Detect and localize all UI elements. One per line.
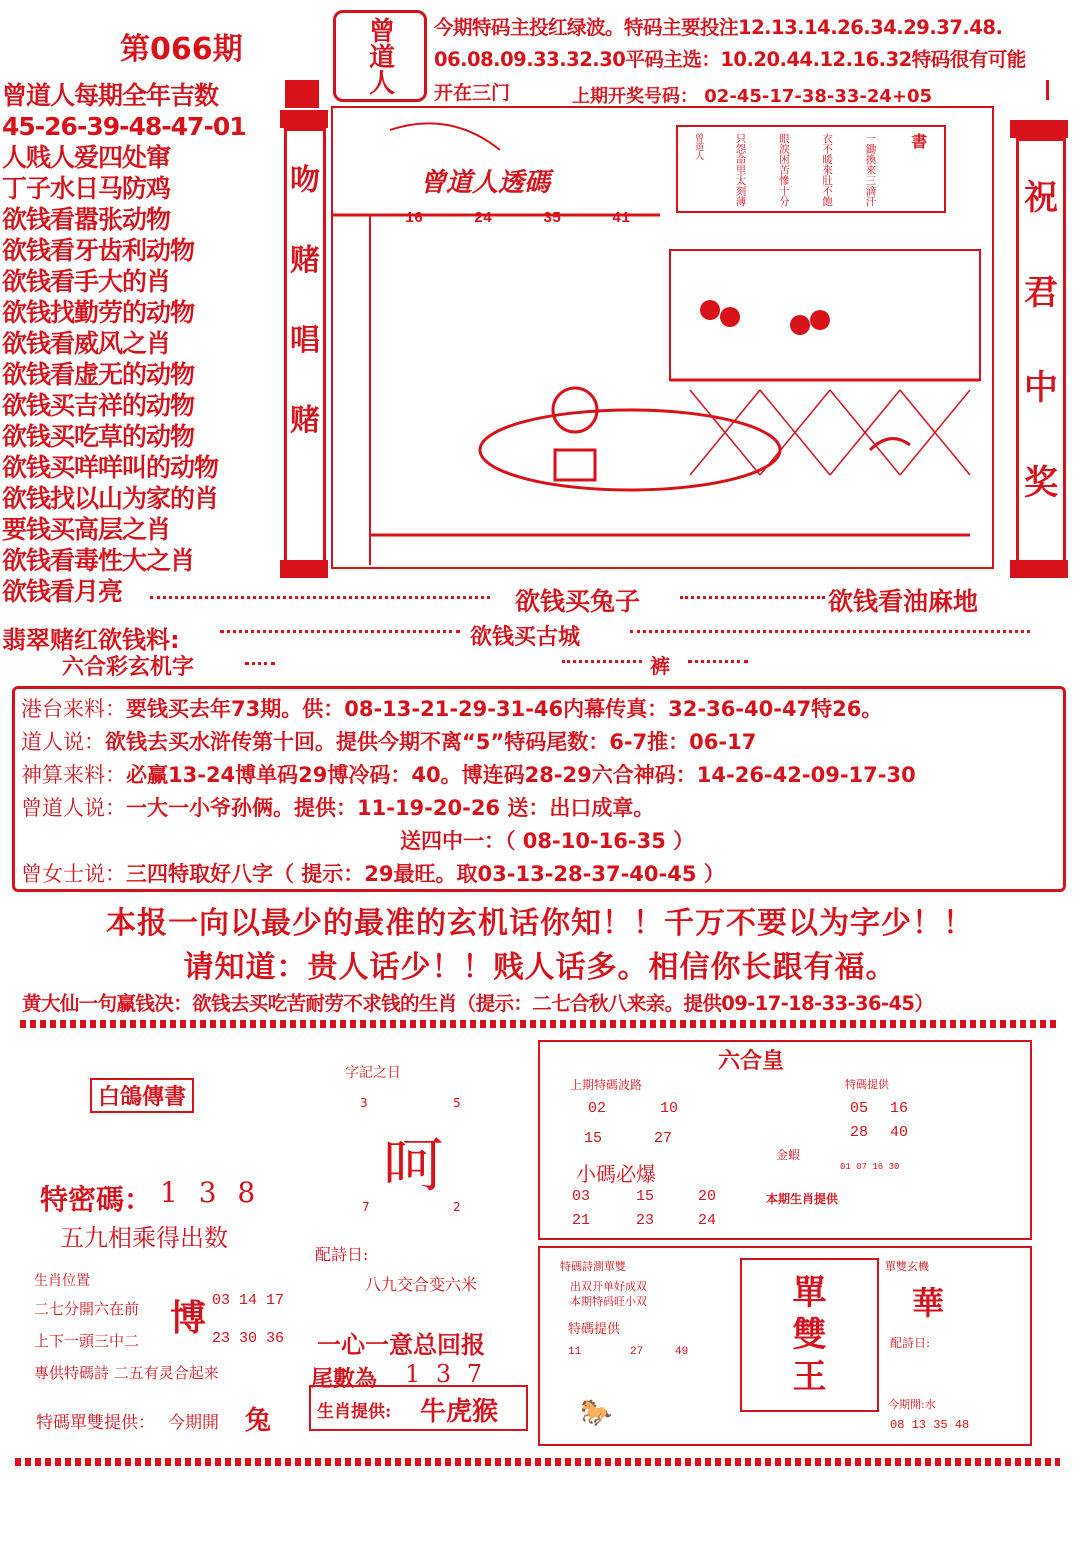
issue-number: 第066期 xyxy=(120,32,243,67)
book-board xyxy=(676,125,946,213)
huang-tip: 黄大仙一句赢钱决：欲钱去买吃苦耐劳不求钱的生肖（提示：二七合秋八来亲。提供09-17-18-33-36-45） xyxy=(22,992,934,1015)
book-line: 衣不暖來肚不飽 xyxy=(821,133,834,207)
picture-num: 16 xyxy=(405,210,424,227)
left-list-item: 45-26-39-48-47-01 xyxy=(2,112,246,141)
dotted-line xyxy=(150,596,490,599)
info-text: 要钱买去年73期。供：08-13-21-29-31-46内幕传真：32-36-40-47特26。 xyxy=(126,697,883,721)
bottom-divider xyxy=(15,1458,1060,1466)
right-scroll-bottom-cap xyxy=(1010,560,1068,578)
info-row xyxy=(15,825,1063,858)
info-row xyxy=(15,693,1063,726)
middle-num: 5 xyxy=(453,1096,461,1110)
right-scroll-char-1: 祝 xyxy=(1024,178,1058,218)
dotted-line xyxy=(630,630,1030,633)
left-list-item: 欲钱找勤劳的动物 xyxy=(2,298,195,327)
wave-num: 10 xyxy=(660,1100,679,1117)
zodiac-label: 生肖提供: xyxy=(317,1402,392,1422)
dsw-char: 雙 xyxy=(792,1315,827,1355)
special-num: 16 xyxy=(890,1100,909,1117)
left-list-item: 欲钱买咩咩叫的动物 xyxy=(2,453,219,482)
info-row xyxy=(15,858,1063,891)
info-text: 一大一小爷孙俩。提供：11-19-20-26 送：出口成章。 xyxy=(126,796,655,820)
dsw-char: 單 xyxy=(792,1273,827,1313)
special-poem: 專供特碼詩 二五有灵合起来 xyxy=(34,1364,219,1382)
horse-icon: 🐎 xyxy=(580,1398,613,1428)
special-hint: 五九相乘得出数 xyxy=(60,1224,228,1252)
right-scroll-char-2: 君 xyxy=(1024,273,1058,313)
prediction-panel xyxy=(538,1246,1032,1446)
right-scroll-top-cap xyxy=(1010,120,1068,138)
header-marker xyxy=(285,80,319,108)
left-scroll-top-cap xyxy=(280,110,328,128)
info-row xyxy=(15,759,1063,792)
tail-label: 尾數為 xyxy=(311,1366,378,1392)
left-list-item: 欲钱看威风之肖 xyxy=(2,329,171,358)
seal-logo xyxy=(333,10,427,102)
header-line-2: 06.08.09.33.32.30平码主选：10.20.44.12.16.32特码很有可能 xyxy=(434,48,1026,71)
book-label: 書 xyxy=(908,133,928,149)
left-list-item: 欲钱看嚣张动物 xyxy=(2,205,171,234)
pigeon-title: 白鴿傳書 xyxy=(90,1078,194,1113)
info-label: 曾女士说： xyxy=(21,862,126,886)
book-line: 曾道人 xyxy=(693,133,704,160)
left-list-item: 欲钱看手大的肖 xyxy=(2,267,171,296)
dotted-line xyxy=(688,660,748,663)
jade-label: 翡翠赌红欲钱料: xyxy=(2,626,180,654)
right-scroll xyxy=(1016,138,1066,574)
special-numbers: 1 3 8 xyxy=(160,1176,262,1209)
right-scroll-char-4: 奖 xyxy=(1024,463,1058,503)
dotted-line xyxy=(220,630,460,633)
right-scroll-char-3: 中 xyxy=(1024,368,1058,408)
left-scroll-bottom-cap xyxy=(280,560,328,578)
right-kai: 今期開:水 xyxy=(888,1398,936,1411)
xiao-label: 小碼必爆 xyxy=(576,1162,656,1186)
info-label: 神算来料： xyxy=(21,763,126,787)
left-scroll-char-3: 唱 xyxy=(290,323,320,358)
single-answer: 兔 xyxy=(245,1406,272,1436)
position-line-2: 上下一頭三中二 xyxy=(34,1332,140,1350)
wave-num: 27 xyxy=(654,1130,673,1147)
xiao-num: 23 xyxy=(636,1212,655,1229)
te-num: 11 xyxy=(568,1346,582,1358)
te-label: 特碼提供 xyxy=(568,1322,621,1337)
last-draw-numbers: 02-45-17-38-33-24+05 xyxy=(704,86,933,107)
picture-num: 24 xyxy=(474,210,493,227)
info-label: 道人说： xyxy=(21,730,105,754)
xiao-num: 20 xyxy=(698,1188,717,1205)
middle-num: 3 xyxy=(360,1096,368,1110)
position-label: 生肖位置 xyxy=(34,1273,90,1289)
liuhe-answer: 裤 xyxy=(650,654,670,678)
single-value: 今期開 xyxy=(168,1413,219,1433)
pigeon-panel xyxy=(20,1040,300,1440)
right-big-char: 華 xyxy=(912,1284,945,1322)
bo-char: 博 xyxy=(170,1297,207,1339)
info-text: 三四特取好八字（ 提示：29最旺。取03-13-28-37-40-45 ） xyxy=(126,862,725,886)
left-scroll-char-2: 赌 xyxy=(290,243,320,278)
left-list-item: 欲钱看毒性大之肖 xyxy=(2,546,195,575)
special-num: 40 xyxy=(890,1124,909,1141)
book-line: 眼淚困苦慘十分 xyxy=(777,133,790,207)
left-list-item: 要钱买高层之肖 xyxy=(2,515,171,544)
xiao-num: 15 xyxy=(636,1188,655,1205)
tail-numbers: 1 3 7 xyxy=(405,1360,487,1388)
prediction-line: 本期特码旺小双 xyxy=(570,1295,647,1308)
zodiac-provide-label: 本期生肖提供 xyxy=(766,1192,839,1206)
zodiac-answer: 牛虎猴 xyxy=(420,1397,499,1427)
middle-poem: 八九交合变六米 xyxy=(365,1275,478,1294)
left-list-item: 丁子水日马防鸡 xyxy=(2,174,171,203)
left-list-item: 曾道人每期全年吉数 xyxy=(2,81,219,110)
slogan-2: 请知道：贵人话少！！贱人话多。相信你长跟有福。 xyxy=(183,950,897,985)
last-wave-label: 上期特碼波路 xyxy=(570,1078,643,1092)
right-label: 單雙玄機 xyxy=(885,1260,929,1273)
liuhehuang-panel xyxy=(538,1040,1032,1240)
liuhe-label: 六合彩玄机字 xyxy=(62,655,195,680)
last-draw-label: 上期开奖号码： xyxy=(572,86,698,107)
left-list-item: 欲钱买吃草的动物 xyxy=(2,422,195,451)
right-poem-label: 配詩日: xyxy=(890,1336,931,1350)
special-num: 05 xyxy=(850,1100,869,1117)
divider xyxy=(20,1020,1060,1028)
left-list-item: 欲钱买吉祥的动物 xyxy=(2,391,195,420)
xiao-num: 03 xyxy=(572,1188,591,1205)
te-num: 49 xyxy=(675,1346,689,1358)
picture-title: 曾道人透碼 xyxy=(420,168,551,198)
left-list-item: 欲钱看牙齿利动物 xyxy=(2,236,195,265)
prediction-label: 特碼詩測單雙 xyxy=(560,1260,626,1273)
seal-text: 曾道人 xyxy=(364,17,395,95)
dotted-line xyxy=(245,662,275,665)
special-label: 特密碼： xyxy=(40,1183,153,1216)
info-text: 欲钱去买水浒传第十回。提供今期不离“5”特码尾数：6-7推：06-17 xyxy=(105,730,757,754)
dsw-box xyxy=(740,1258,879,1412)
info-box xyxy=(12,686,1066,892)
info-label: 港台来料： xyxy=(21,697,126,721)
jinxia-label: 金蝦 xyxy=(776,1148,801,1162)
single-label: 特碼單雙提供： xyxy=(36,1413,155,1433)
left-list-item: 欲钱看月亮 xyxy=(2,577,123,606)
left-scroll xyxy=(284,128,326,574)
picture-num: 35 xyxy=(543,210,562,227)
liuhe-title: 六合皇 xyxy=(718,1048,785,1074)
info-label: 曾道人说： xyxy=(21,796,126,820)
te-num: 27 xyxy=(630,1346,644,1358)
picture-numbers xyxy=(405,210,630,227)
middle-poem-label: 配詩日: xyxy=(315,1245,369,1264)
left-list-item: 人贱人爱四处窜 xyxy=(2,143,171,172)
left-list xyxy=(2,80,277,607)
middle-num: 7 xyxy=(362,1200,370,1214)
prediction-line: 出双开单好成双 xyxy=(570,1280,647,1293)
info-text: 必赢13-24博单码29博冷码：40。博连码28-29六合神码：14-26-42-09-17-30 xyxy=(126,763,916,787)
middle-panel xyxy=(305,1040,530,1440)
dotted-line xyxy=(562,660,642,663)
bo-numbers-1: 03 14 17 xyxy=(212,1292,285,1309)
left-list-item: 欲钱找以山为家的肖 xyxy=(2,484,219,513)
middle-num: 2 xyxy=(453,1200,461,1214)
middle-heart: 一心一意总回报 xyxy=(317,1331,485,1359)
wave-num: 02 xyxy=(588,1100,607,1117)
riddle-answer-2: 欲钱看油麻地 xyxy=(828,587,979,616)
info-row xyxy=(15,792,1063,825)
xiao-num: 24 xyxy=(698,1212,717,1229)
special-provide-label: 特碼提供 xyxy=(845,1078,889,1091)
jade-answer: 欲钱买古城 xyxy=(470,625,581,650)
middle-caption: 字記之日 xyxy=(345,1065,401,1081)
book-line: 一鋤換來三滴汗 xyxy=(864,133,877,207)
hint-numbers: 01 07 16 30 xyxy=(840,1162,900,1172)
left-scroll-char-4: 赌 xyxy=(290,403,320,438)
header-line-3: 开在三门 xyxy=(434,82,511,104)
xiao-num: 21 xyxy=(572,1212,591,1229)
right-numbers: 08 13 35 48 xyxy=(890,1418,970,1432)
position-line-1: 二七分開六在前 xyxy=(34,1300,140,1318)
wave-num: 15 xyxy=(584,1130,603,1147)
picture-num: 41 xyxy=(612,210,631,227)
left-scroll-char-1: 吻 xyxy=(290,163,320,198)
header-bracket xyxy=(1046,80,1049,100)
info-row xyxy=(15,726,1063,759)
special-num: 28 xyxy=(850,1124,869,1141)
riddle-answer-1: 欲钱买兔子 xyxy=(515,587,641,616)
slogan-1: 本报一向以最少的最准的玄机话你知！！千万不要以为字少！！ xyxy=(106,906,974,941)
bo-numbers-2: 23 30 36 xyxy=(212,1330,285,1347)
dsw-char: 王 xyxy=(792,1357,827,1397)
middle-big-char: 呵 xyxy=(383,1131,443,1201)
header-line-1: 今期特码主投红绿波。特码主要投注12.13.14.26.34.29.37.48. xyxy=(434,16,1003,39)
book-line: 只怨命里太刻薄 xyxy=(734,133,747,207)
left-list-item: 欲钱看虚无的动物 xyxy=(2,360,195,389)
info-text: 送四中一：（ 08-10-16-35 ） xyxy=(400,829,695,853)
dotted-line xyxy=(680,596,825,599)
